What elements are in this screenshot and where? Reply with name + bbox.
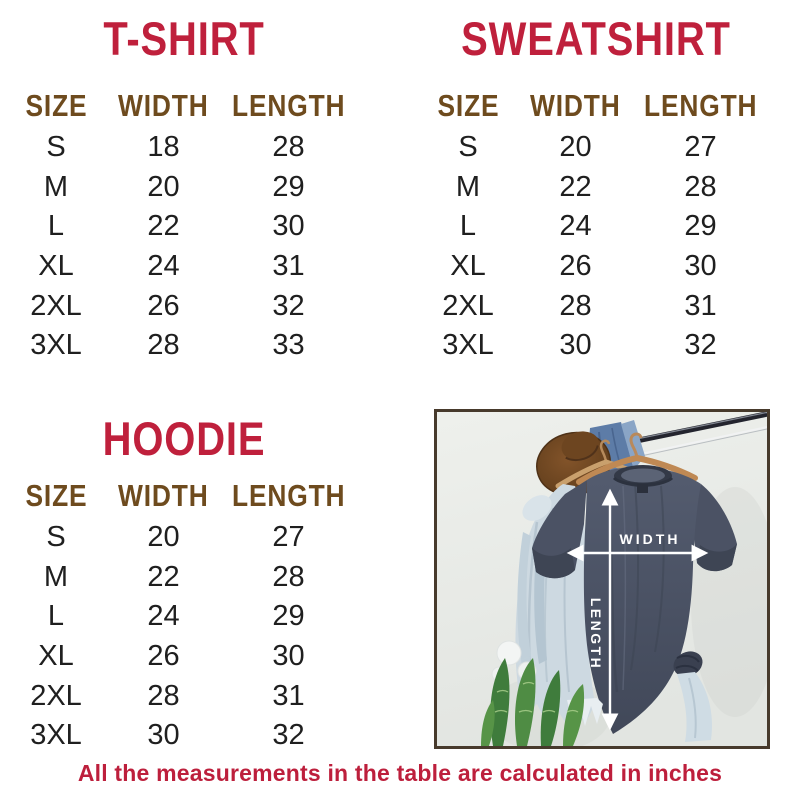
cell-width: 24 — [559, 210, 592, 243]
table-row — [6, 207, 356, 247]
cell-width: 20 — [147, 170, 180, 203]
table-header-row — [6, 474, 356, 518]
table-row — [6, 597, 356, 637]
header-size: SIZE — [437, 88, 499, 123]
table-row — [418, 247, 768, 287]
table-row — [6, 286, 356, 326]
cell-width: 26 — [147, 289, 180, 322]
header-length: LENGTH — [231, 478, 346, 513]
cell-length: 30 — [272, 210, 305, 243]
cell-width: 24 — [147, 600, 180, 633]
cell-size: L — [47, 600, 65, 633]
cell-width: 30 — [147, 719, 180, 752]
table-row — [6, 558, 356, 598]
table-row — [6, 676, 356, 716]
table-row — [418, 168, 768, 208]
table-row — [418, 286, 768, 326]
cell-width: 30 — [559, 329, 592, 362]
cell-size: 3XL — [30, 329, 82, 362]
table-header-row — [418, 84, 768, 128]
cell-size: 2XL — [442, 289, 494, 322]
size-table-tshirt — [6, 84, 356, 366]
width-label: WIDTH — [619, 531, 681, 547]
cell-size: XL — [450, 250, 486, 283]
header-width: WIDTH — [118, 88, 209, 123]
cell-length: 30 — [272, 640, 305, 673]
header-length: LENGTH — [231, 88, 346, 123]
cell-width: 26 — [559, 250, 592, 283]
section-hoodie — [6, 414, 362, 463]
table-row — [6, 716, 356, 756]
table-row — [6, 326, 356, 366]
cell-width: 28 — [147, 329, 180, 362]
cell-length: 32 — [684, 329, 717, 362]
cell-width: 20 — [147, 521, 180, 554]
cell-size: 2XL — [30, 679, 82, 712]
cell-width: 20 — [559, 131, 592, 164]
cell-size: M — [43, 560, 69, 593]
cell-size: S — [46, 521, 66, 554]
cell-size: S — [458, 131, 478, 164]
cell-size: 3XL — [30, 719, 82, 752]
cell-length: 32 — [272, 289, 305, 322]
measurement-unit-note: All the measurements in the table are calculated in inches — [77, 760, 723, 786]
cell-size: M — [455, 170, 481, 203]
table-row — [6, 128, 356, 168]
cell-length: 29 — [684, 210, 717, 243]
cell-size: S — [46, 131, 66, 164]
cell-width: 28 — [147, 679, 180, 712]
cell-width: 18 — [147, 131, 180, 164]
section-sweatshirt — [418, 14, 774, 63]
cell-width: 22 — [147, 210, 180, 243]
cell-length: 30 — [684, 250, 717, 283]
header-size: SIZE — [25, 88, 87, 123]
cell-size: XL — [38, 250, 74, 283]
size-guide-photo — [434, 409, 770, 749]
cell-width: 26 — [147, 640, 180, 673]
cell-length: 29 — [272, 600, 305, 633]
cell-width: 24 — [147, 250, 180, 283]
cell-width: 22 — [559, 170, 592, 203]
cell-size: M — [43, 170, 69, 203]
table-row — [6, 247, 356, 287]
cell-width: 22 — [147, 560, 180, 593]
cell-length: 32 — [272, 719, 305, 752]
table-row — [418, 326, 768, 366]
cell-length: 31 — [684, 289, 717, 322]
section-title-tshirt: T-SHIRT — [103, 12, 265, 65]
size-table-hoodie — [6, 474, 356, 756]
size-table-sweatshirt — [418, 84, 768, 366]
header-size: SIZE — [25, 478, 87, 513]
table-header-row — [6, 84, 356, 128]
header-width: WIDTH — [530, 88, 621, 123]
table-row — [6, 637, 356, 677]
cell-length: 29 — [272, 170, 305, 203]
cell-length: 28 — [272, 131, 305, 164]
cell-length: 31 — [272, 250, 305, 283]
cell-size: L — [47, 210, 65, 243]
cell-size: 3XL — [442, 329, 494, 362]
table-row — [6, 168, 356, 208]
section-tshirt — [6, 14, 362, 63]
cell-size: 2XL — [30, 289, 82, 322]
header-length: LENGTH — [643, 88, 758, 123]
header-width: WIDTH — [118, 478, 209, 513]
cell-length: 33 — [272, 329, 305, 362]
cell-length: 28 — [684, 170, 717, 203]
section-title-hoodie: HOODIE — [102, 412, 266, 465]
table-row — [6, 518, 356, 558]
table-row — [418, 207, 768, 247]
cell-size: L — [459, 210, 477, 243]
cell-size: XL — [38, 640, 74, 673]
size-guide-illustration — [437, 412, 767, 746]
cell-length: 28 — [272, 560, 305, 593]
cell-length: 27 — [684, 131, 717, 164]
table-row — [418, 128, 768, 168]
cell-length: 27 — [272, 521, 305, 554]
cell-width: 28 — [559, 289, 592, 322]
length-label: LENGTH — [588, 597, 604, 671]
cell-length: 31 — [272, 679, 305, 712]
section-title-sweatshirt: SWEATSHIRT — [461, 12, 731, 65]
